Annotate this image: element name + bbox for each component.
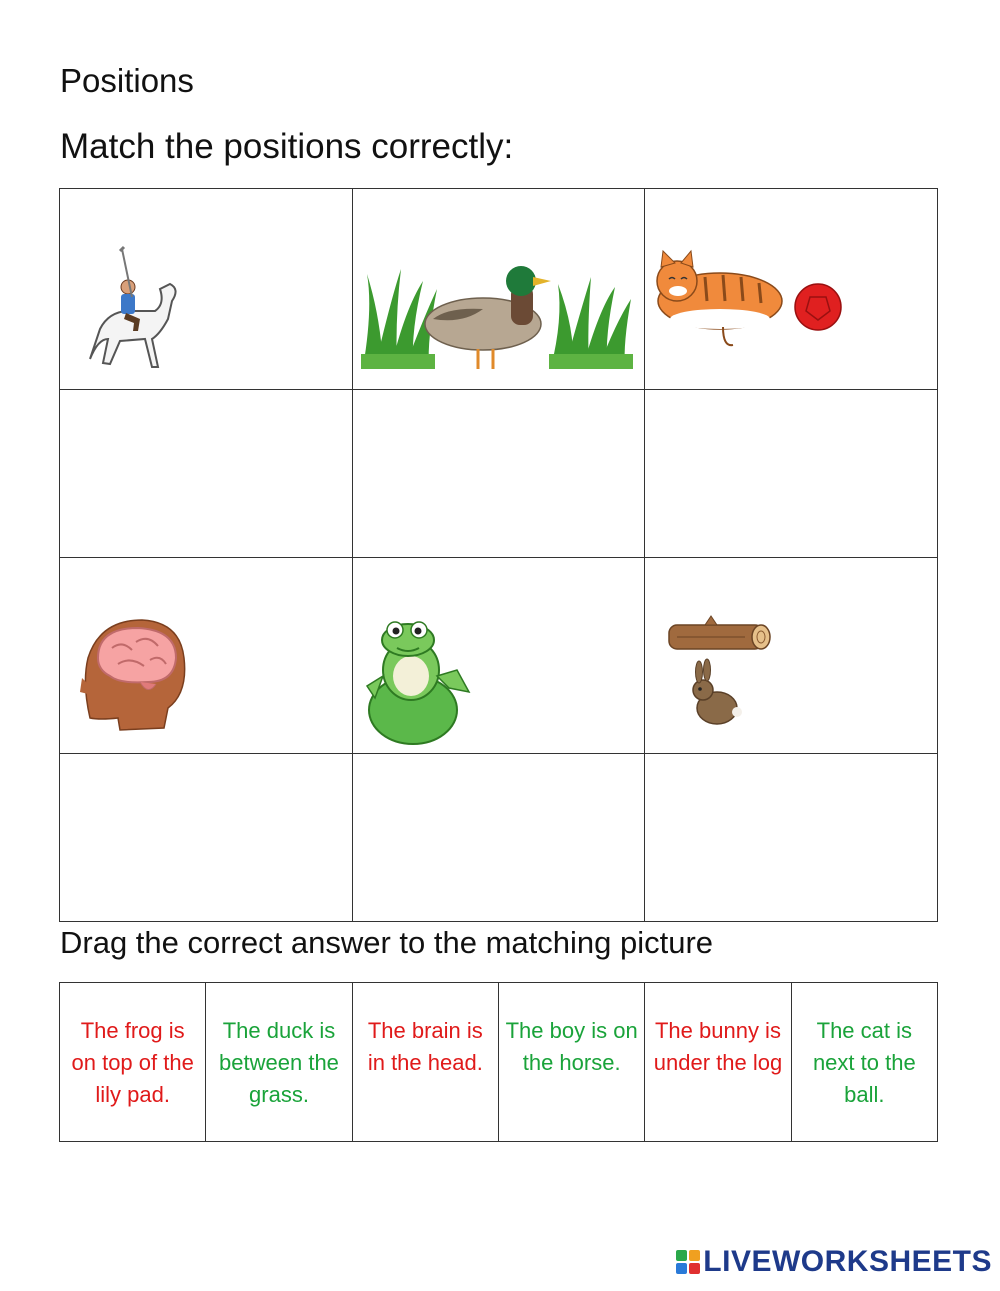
answer-boy-on-horse[interactable]: The boy is on the horse. [498,983,644,1142]
logo-mark-icon [676,1250,700,1274]
answer-bunny-under-log[interactable]: The bunny is under the log [645,983,791,1142]
picture-cell-boy [60,189,353,390]
cat-next-to-ball-icon [645,189,938,389]
answer-frog-on-lily-pad[interactable]: The frog is on top of the lily pad. [60,983,206,1142]
answer-bank [59,982,938,1142]
picture-cell-bunny [645,558,938,754]
boy-on-horse-icon [60,189,352,389]
picture-cell-cat [645,189,938,390]
duck-between-grass-icon [353,189,645,389]
instruction-text: Match the positions correctly: [60,127,514,166]
picture-cell-duck [352,189,645,390]
drag-instruction-text: Drag the correct answer to the matching picture [60,925,714,960]
picture-cell-brain [60,558,353,754]
answer-drop-cell-6[interactable] [645,754,938,922]
answer-drop-cell-3[interactable] [645,390,938,558]
answer-brain-in-head[interactable]: The brain is in the head. [352,983,498,1142]
liveworksheets-logo [676,1245,992,1279]
picture-grid [59,188,938,922]
answer-drop-cell-2[interactable] [352,390,645,558]
answer-duck-between-grass[interactable]: The duck is between the grass. [206,983,352,1142]
frog-on-lily-pad-icon [353,558,645,753]
brain-in-head-icon [60,558,352,753]
answer-drop-cell-1[interactable] [60,390,353,558]
answer-cat-next-to-ball[interactable]: The cat is next to the ball. [791,983,937,1142]
logo-text: LIVEWORKSHEETS [703,1245,992,1278]
answer-drop-cell-5[interactable] [352,754,645,922]
picture-cell-frog [352,558,645,754]
bunny-under-log-icon [645,558,938,753]
page-title: Positions [60,62,194,99]
answer-drop-cell-4[interactable] [60,754,353,922]
